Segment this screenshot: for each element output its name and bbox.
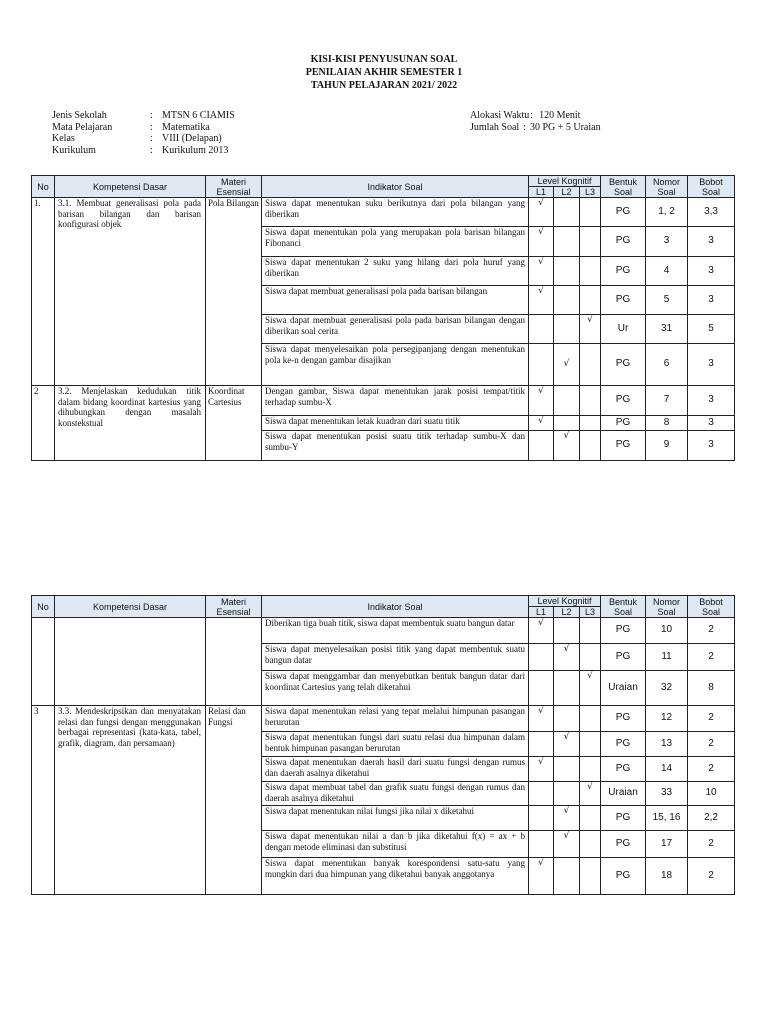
- bobot-cell: 10: [688, 782, 735, 806]
- meta-row-subject: Mata Pelajaran : Matematika: [52, 121, 210, 133]
- meta-row-count: Jumlah Soal : 30 PG + 5 Uraian: [470, 121, 601, 133]
- level-l1-cell: [529, 315, 554, 344]
- bobot-cell: 5: [688, 315, 735, 344]
- bobot-cell: 3: [688, 431, 735, 461]
- bentuk-cell: PG: [601, 416, 646, 431]
- level-l2-cell: [554, 227, 580, 257]
- header-kompetensi-dasar: Kompetensi Dasar: [55, 176, 206, 198]
- header-bobot: Bobot Soal: [688, 596, 735, 618]
- bobot-cell: 3: [688, 227, 735, 257]
- level-l3-cell: [580, 257, 601, 286]
- check-mark: √: [538, 286, 544, 296]
- nomor-cell: 13: [646, 732, 688, 757]
- level-l1-cell: [529, 782, 554, 806]
- indikator-cell: Siswa dapat menentukan 2 suku yang hilang dari pola huruf yang diberikan: [262, 257, 529, 286]
- nomor-cell: 1, 2: [646, 198, 688, 227]
- bentuk-cell: PG: [601, 831, 646, 858]
- check-mark: √: [538, 386, 544, 396]
- level-l2-cell: [554, 618, 580, 644]
- level-l3-cell: [580, 757, 601, 782]
- nomor-cell: 4: [646, 257, 688, 286]
- level-l2-cell: [554, 858, 580, 895]
- level-l3-cell: [580, 416, 601, 431]
- check-mark: √: [538, 757, 544, 767]
- level-l2-cell: [554, 257, 580, 286]
- nomor-cell: 18: [646, 858, 688, 895]
- header-l2: L2: [554, 187, 580, 198]
- meta-value: Kurikulum 2013: [162, 144, 229, 156]
- bobot-cell: 3: [688, 386, 735, 416]
- header-kompetensi-dasar: Kompetensi Dasar: [55, 596, 206, 618]
- check-mark: √: [538, 227, 544, 237]
- level-l1-cell: [529, 671, 554, 706]
- level-l2-cell: [554, 831, 580, 858]
- bobot-cell: 2: [688, 757, 735, 782]
- check-mark: √: [563, 431, 570, 441]
- bobot-cell: 2: [688, 644, 735, 671]
- check-mark: √: [587, 782, 593, 792]
- indikator-cell: Siswa dapat menentukan letak kuadran dari suatu titik: [262, 416, 529, 431]
- bobot-cell: 3: [688, 416, 735, 431]
- check-mark: √: [563, 831, 570, 841]
- level-l2-cell: [554, 757, 580, 782]
- level-l3-cell: [580, 831, 601, 858]
- check-mark: √: [538, 198, 544, 208]
- level-l2-cell: [554, 671, 580, 706]
- nomor-cell: 6: [646, 344, 688, 386]
- bobot-cell: 2: [688, 858, 735, 895]
- header-nomor: Nomor Soal: [646, 596, 688, 618]
- nomor-cell: 7: [646, 386, 688, 416]
- meta-left: [52, 110, 235, 156]
- level-l3-cell: [580, 732, 601, 757]
- nomor-cell: 3: [646, 227, 688, 257]
- table-row: [32, 386, 735, 416]
- nomor-cell: 8: [646, 416, 688, 431]
- materi-cell: [206, 618, 262, 706]
- nomor-cell: 11: [646, 644, 688, 671]
- header-bobot: Bobot Soal: [688, 176, 735, 198]
- indikator-cell: Siswa dapat menentukan relasi yang tepat melalui himpunan pasangan berurutan: [262, 706, 529, 732]
- level-l3-cell: [580, 431, 601, 461]
- indikator-cell: Siswa dapat menentukan posisi suatu titik terhadap sumbu-X dan sumbu-Y: [262, 431, 529, 461]
- row-number: 3: [32, 706, 55, 895]
- nomor-cell: 5: [646, 286, 688, 315]
- indikator-cell: Siswa dapat menentukan suku berikutnya dari pola bilangan yang diberikan: [262, 198, 529, 227]
- bentuk-cell: PG: [601, 618, 646, 644]
- header-bentuk: Bentuk Soal: [601, 176, 646, 198]
- meta-right: [470, 110, 601, 133]
- row-number: [32, 618, 55, 706]
- level-l3-cell: [580, 386, 601, 416]
- header-level-kognitif: Level Kognitif: [529, 596, 601, 607]
- check-mark: √: [538, 618, 544, 628]
- bentuk-cell: PG: [601, 732, 646, 757]
- level-l1-cell: [529, 386, 554, 416]
- level-l1-cell: [529, 198, 554, 227]
- level-l2-cell: [554, 315, 580, 344]
- indikator-cell: Siswa dapat menentukan pola yang merupakan pola barisan bilangan Fibonanci: [262, 227, 529, 257]
- header-no: No: [32, 176, 55, 198]
- meta-row-school: Jenis Sekolah : MTSN 6 CIAMIS: [52, 110, 235, 121]
- header-bentuk: Bentuk Soal: [601, 596, 646, 618]
- kompetensi-dasar-cell: 3.1. Membuat generalisasi pola pada barisan bilangan dan barisan konfigurasi objek: [55, 198, 206, 386]
- header-l3: L3: [580, 607, 601, 618]
- kompetensi-dasar-cell: 3.3. Mendeskripsikan dan menyatakan relasi dan fungsi dengan menggunakan berbagai representasi (kata-kata, tabel, grafik, diagram, dan persamaan): [55, 706, 206, 895]
- level-l2-cell: [554, 386, 580, 416]
- level-l2-cell: [554, 416, 580, 431]
- kisi-table-1: [31, 175, 735, 461]
- bobot-cell: 3: [688, 286, 735, 315]
- document-year: TAHUN PELAJARAN 2021/ 2022: [310, 80, 458, 91]
- check-mark: √: [538, 858, 544, 868]
- header-l1: L1: [529, 607, 554, 618]
- nomor-cell: 12: [646, 706, 688, 732]
- level-l2-cell: [554, 806, 580, 831]
- bentuk-cell: PG: [601, 257, 646, 286]
- level-l1-cell: [529, 286, 554, 315]
- level-l1-cell: [529, 344, 554, 386]
- indikator-cell: Siswa dapat membuat tabel dan grafik suatu fungsi dengan rumus dan daerah asalnya diketahui: [262, 782, 529, 806]
- nomor-cell: 9: [646, 431, 688, 461]
- level-l3-cell: [580, 806, 601, 831]
- meta-value: Matematika: [162, 121, 210, 133]
- row-number: 1.: [32, 198, 55, 386]
- level-l3-cell: [580, 227, 601, 257]
- meta-value: VIII (Delapan): [162, 133, 222, 144]
- indikator-cell: Siswa dapat menentukan fungsi dari suatu relasi dua himpunan dalam bentuk himpunan pasangan berurutan: [262, 732, 529, 757]
- meta-row-class: Kelas : VIII (Delapan): [52, 133, 222, 144]
- level-l3-cell: [580, 671, 601, 706]
- header-materi: Materi Esensial: [206, 176, 262, 198]
- bentuk-cell: Uraian: [601, 671, 646, 706]
- level-l3-cell: [580, 286, 601, 315]
- nomor-cell: 15, 16: [646, 806, 688, 831]
- meta-value: 120 Menit: [539, 110, 581, 121]
- bobot-cell: 8: [688, 671, 735, 706]
- level-l2-cell: [554, 431, 580, 461]
- indikator-cell: Diberikan tiga buah titik, siswa dapat membentuk suatu bangun datar: [262, 618, 529, 644]
- meta-value: MTSN 6 CIAMIS: [162, 110, 235, 121]
- check-mark: √: [538, 706, 544, 716]
- indikator-cell: Siswa dapat membuat generalisasi pola pada barisan bilangan: [262, 286, 529, 315]
- bentuk-cell: PG: [601, 344, 646, 386]
- indikator-cell: Siswa dapat menentukan nilai a dan b jika diketahui f(x) = ax + b dengan metode eliminasi dan substitusi: [262, 831, 529, 858]
- level-l2-cell: [554, 782, 580, 806]
- level-l2-cell: [554, 732, 580, 757]
- level-l2-cell: [554, 286, 580, 315]
- meta-value: 30 PG + 5 Uraian: [529, 121, 601, 133]
- level-l2-cell: [554, 644, 580, 671]
- bobot-cell: 2: [688, 732, 735, 757]
- level-l1-cell: [529, 431, 554, 461]
- bentuk-cell: PG: [601, 806, 646, 831]
- materi-cell: Koordinat Cartesius: [206, 386, 262, 461]
- header-no: No: [32, 596, 55, 618]
- level-l1-cell: [529, 732, 554, 757]
- check-mark: √: [563, 732, 570, 742]
- bentuk-cell: PG: [601, 644, 646, 671]
- check-mark: √: [563, 359, 570, 370]
- level-l1-cell: [529, 831, 554, 858]
- indikator-cell: Siswa dapat menentukan daerah hasil dari suatu fungsi dengan rumus dan daerah asalnya diketahui: [262, 757, 529, 782]
- nomor-cell: 17: [646, 831, 688, 858]
- bentuk-cell: PG: [601, 198, 646, 227]
- check-mark: √: [587, 671, 593, 681]
- level-l1-cell: [529, 757, 554, 782]
- header-level-kognitif: Level Kognitif: [529, 176, 601, 187]
- kompetensi-dasar-cell: 3.2. Menjelaskan kedudukan titik dalam bidang koordinat kartesius yang dihubungkan dengan masalah konstekstual: [55, 386, 206, 461]
- level-l1-cell: [529, 858, 554, 895]
- bentuk-cell: PG: [601, 706, 646, 732]
- header-nomor: Nomor Soal: [646, 176, 688, 198]
- level-l1-cell: [529, 644, 554, 671]
- document-title: KISI-KISI PENYUSUNAN SOAL: [310, 54, 458, 65]
- materi-cell: Relasi dan Fungsi: [206, 706, 262, 895]
- table-row: [32, 706, 735, 732]
- nomor-cell: 10: [646, 618, 688, 644]
- level-l1-cell: [529, 257, 554, 286]
- level-l1-cell: [529, 706, 554, 732]
- nomor-cell: 32: [646, 671, 688, 706]
- indikator-cell: Siswa dapat menentukan nilai fungsi jika nilai x diketahui: [262, 806, 529, 831]
- bentuk-cell: PG: [601, 286, 646, 315]
- level-l1-cell: [529, 227, 554, 257]
- materi-cell: Pola Bilangan: [206, 198, 262, 386]
- header-indikator: Indikator Soal: [262, 176, 529, 198]
- bentuk-cell: PG: [601, 431, 646, 461]
- nomor-cell: 14: [646, 757, 688, 782]
- check-mark: √: [538, 257, 544, 267]
- header-l3: L3: [580, 187, 601, 198]
- header-materi: Materi Esensial: [206, 596, 262, 618]
- indikator-cell: Dengan gambar, Siswa dapat menentukan jarak posisi tempat/titik terhadap sumbu-X: [262, 386, 529, 416]
- bobot-cell: 2: [688, 618, 735, 644]
- bentuk-cell: PG: [601, 757, 646, 782]
- level-l3-cell: [580, 618, 601, 644]
- bentuk-cell: PG: [601, 386, 646, 416]
- level-l1-cell: [529, 618, 554, 644]
- bobot-cell: 2,2: [688, 806, 735, 831]
- indikator-cell: Siswa dapat menentukan banyak korespondensi satu-satu yang mungkin dari dua himpunan yang diketahui banyak anggotanya: [262, 858, 529, 895]
- level-l3-cell: [580, 706, 601, 732]
- nomor-cell: 31: [646, 315, 688, 344]
- indikator-cell: Siswa dapat menggambar dan menyebutkan bentuk bangun datar dari koordinat Cartesius yang telah diketahui: [262, 671, 529, 706]
- level-l2-cell: [554, 344, 580, 386]
- meta-row-curriculum: Kurikulum : Kurikulum 2013: [52, 144, 229, 156]
- meta-row-time: Alokasi Waktu : 120 Menit: [470, 110, 581, 121]
- level-l3-cell: [580, 198, 601, 227]
- table-row: [32, 198, 735, 227]
- level-l3-cell: [580, 782, 601, 806]
- level-l1-cell: [529, 806, 554, 831]
- check-mark: √: [563, 806, 570, 816]
- indikator-cell: Siswa dapat membuat generalisasi pola pada barisan bilangan dengan diberikan soal cerita: [262, 315, 529, 344]
- header-indikator: Indikator Soal: [262, 596, 529, 618]
- header-l1: L1: [529, 187, 554, 198]
- check-mark: √: [563, 644, 570, 654]
- bentuk-cell: PG: [601, 858, 646, 895]
- row-number: 2: [32, 386, 55, 461]
- bobot-cell: 3,3: [688, 198, 735, 227]
- level-l3-cell: [580, 315, 601, 344]
- level-l3-cell: [580, 344, 601, 386]
- document-subtitle: PENILAIAN AKHIR SEMESTER 1: [305, 67, 463, 78]
- check-mark: √: [538, 416, 544, 426]
- kompetensi-dasar-cell: [55, 618, 206, 706]
- bobot-cell: 3: [688, 344, 735, 386]
- level-l3-cell: [580, 858, 601, 895]
- bentuk-cell: PG: [601, 227, 646, 257]
- kisi-table-2: [31, 595, 735, 895]
- level-l1-cell: [529, 416, 554, 431]
- bobot-cell: 2: [688, 706, 735, 732]
- level-l2-cell: [554, 198, 580, 227]
- check-mark: √: [587, 315, 593, 325]
- level-l3-cell: [580, 644, 601, 671]
- nomor-cell: 33: [646, 782, 688, 806]
- indikator-cell: Siswa dapat menyelesaikan posisi titik yang dapat membentuk suatu bangun datar: [262, 644, 529, 671]
- bobot-cell: 2: [688, 831, 735, 858]
- indikator-cell: Siswa dapat menyelesaikan pola persegipanjang dengan menentukan pola ke-n dengan gambar disajikan: [262, 344, 529, 386]
- header-l2: L2: [554, 607, 580, 618]
- bobot-cell: 3: [688, 257, 735, 286]
- table-row: [32, 618, 735, 644]
- level-l2-cell: [554, 706, 580, 732]
- bentuk-cell: Uraian: [601, 782, 646, 806]
- bentuk-cell: Ur: [601, 315, 646, 344]
